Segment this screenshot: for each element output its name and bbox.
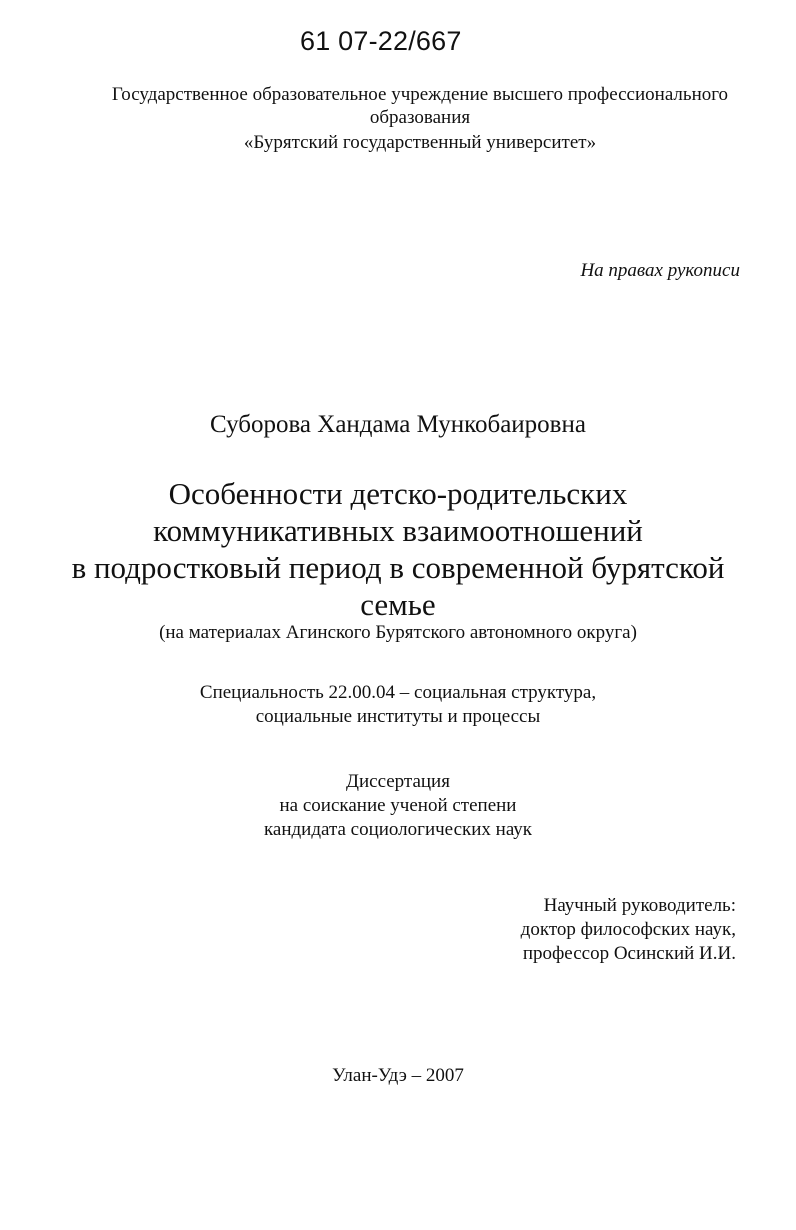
- dissertation-line-2: на соискание ученой степени: [279, 795, 517, 816]
- city-year: Улан-Удэ – 2007: [332, 1065, 464, 1086]
- specialty-line-2: социальные институты и процессы: [255, 706, 541, 727]
- dissertation-line-1: Диссертация: [346, 771, 450, 792]
- rights-note: На правах рукописи: [580, 260, 740, 281]
- dissertation-line-3: кандидата социологических наук: [263, 819, 533, 840]
- subtitle: (на материалах Агинского Бурятского автономного округа): [159, 622, 637, 643]
- institution-line-2: образования: [369, 107, 471, 128]
- title-line-2: коммуникативных взаимоотношений: [153, 513, 643, 548]
- archive-code: 61 07-22/667: [300, 26, 462, 56]
- title-line-1: Особенности детско-родительских: [168, 476, 628, 511]
- author-name: Суборова Хандама Мункобаировна: [210, 411, 586, 438]
- institution-line-1: Государственное образовательное учреждение высшего профессионального: [111, 84, 729, 105]
- advisor-line-1: Научный руководитель:: [543, 895, 736, 916]
- institution-line-3: «Бурятский государственный университет»: [243, 132, 597, 153]
- title-line-3: в подростковый период в современной бурятской: [71, 550, 725, 585]
- advisor-line-2: доктор философских наук,: [520, 919, 736, 940]
- specialty-line-1: Специальность 22.00.04 – социальная структура,: [199, 682, 597, 703]
- advisor-line-3: профессор Осинский И.И.: [522, 943, 736, 964]
- title-line-4: семье: [360, 587, 436, 622]
